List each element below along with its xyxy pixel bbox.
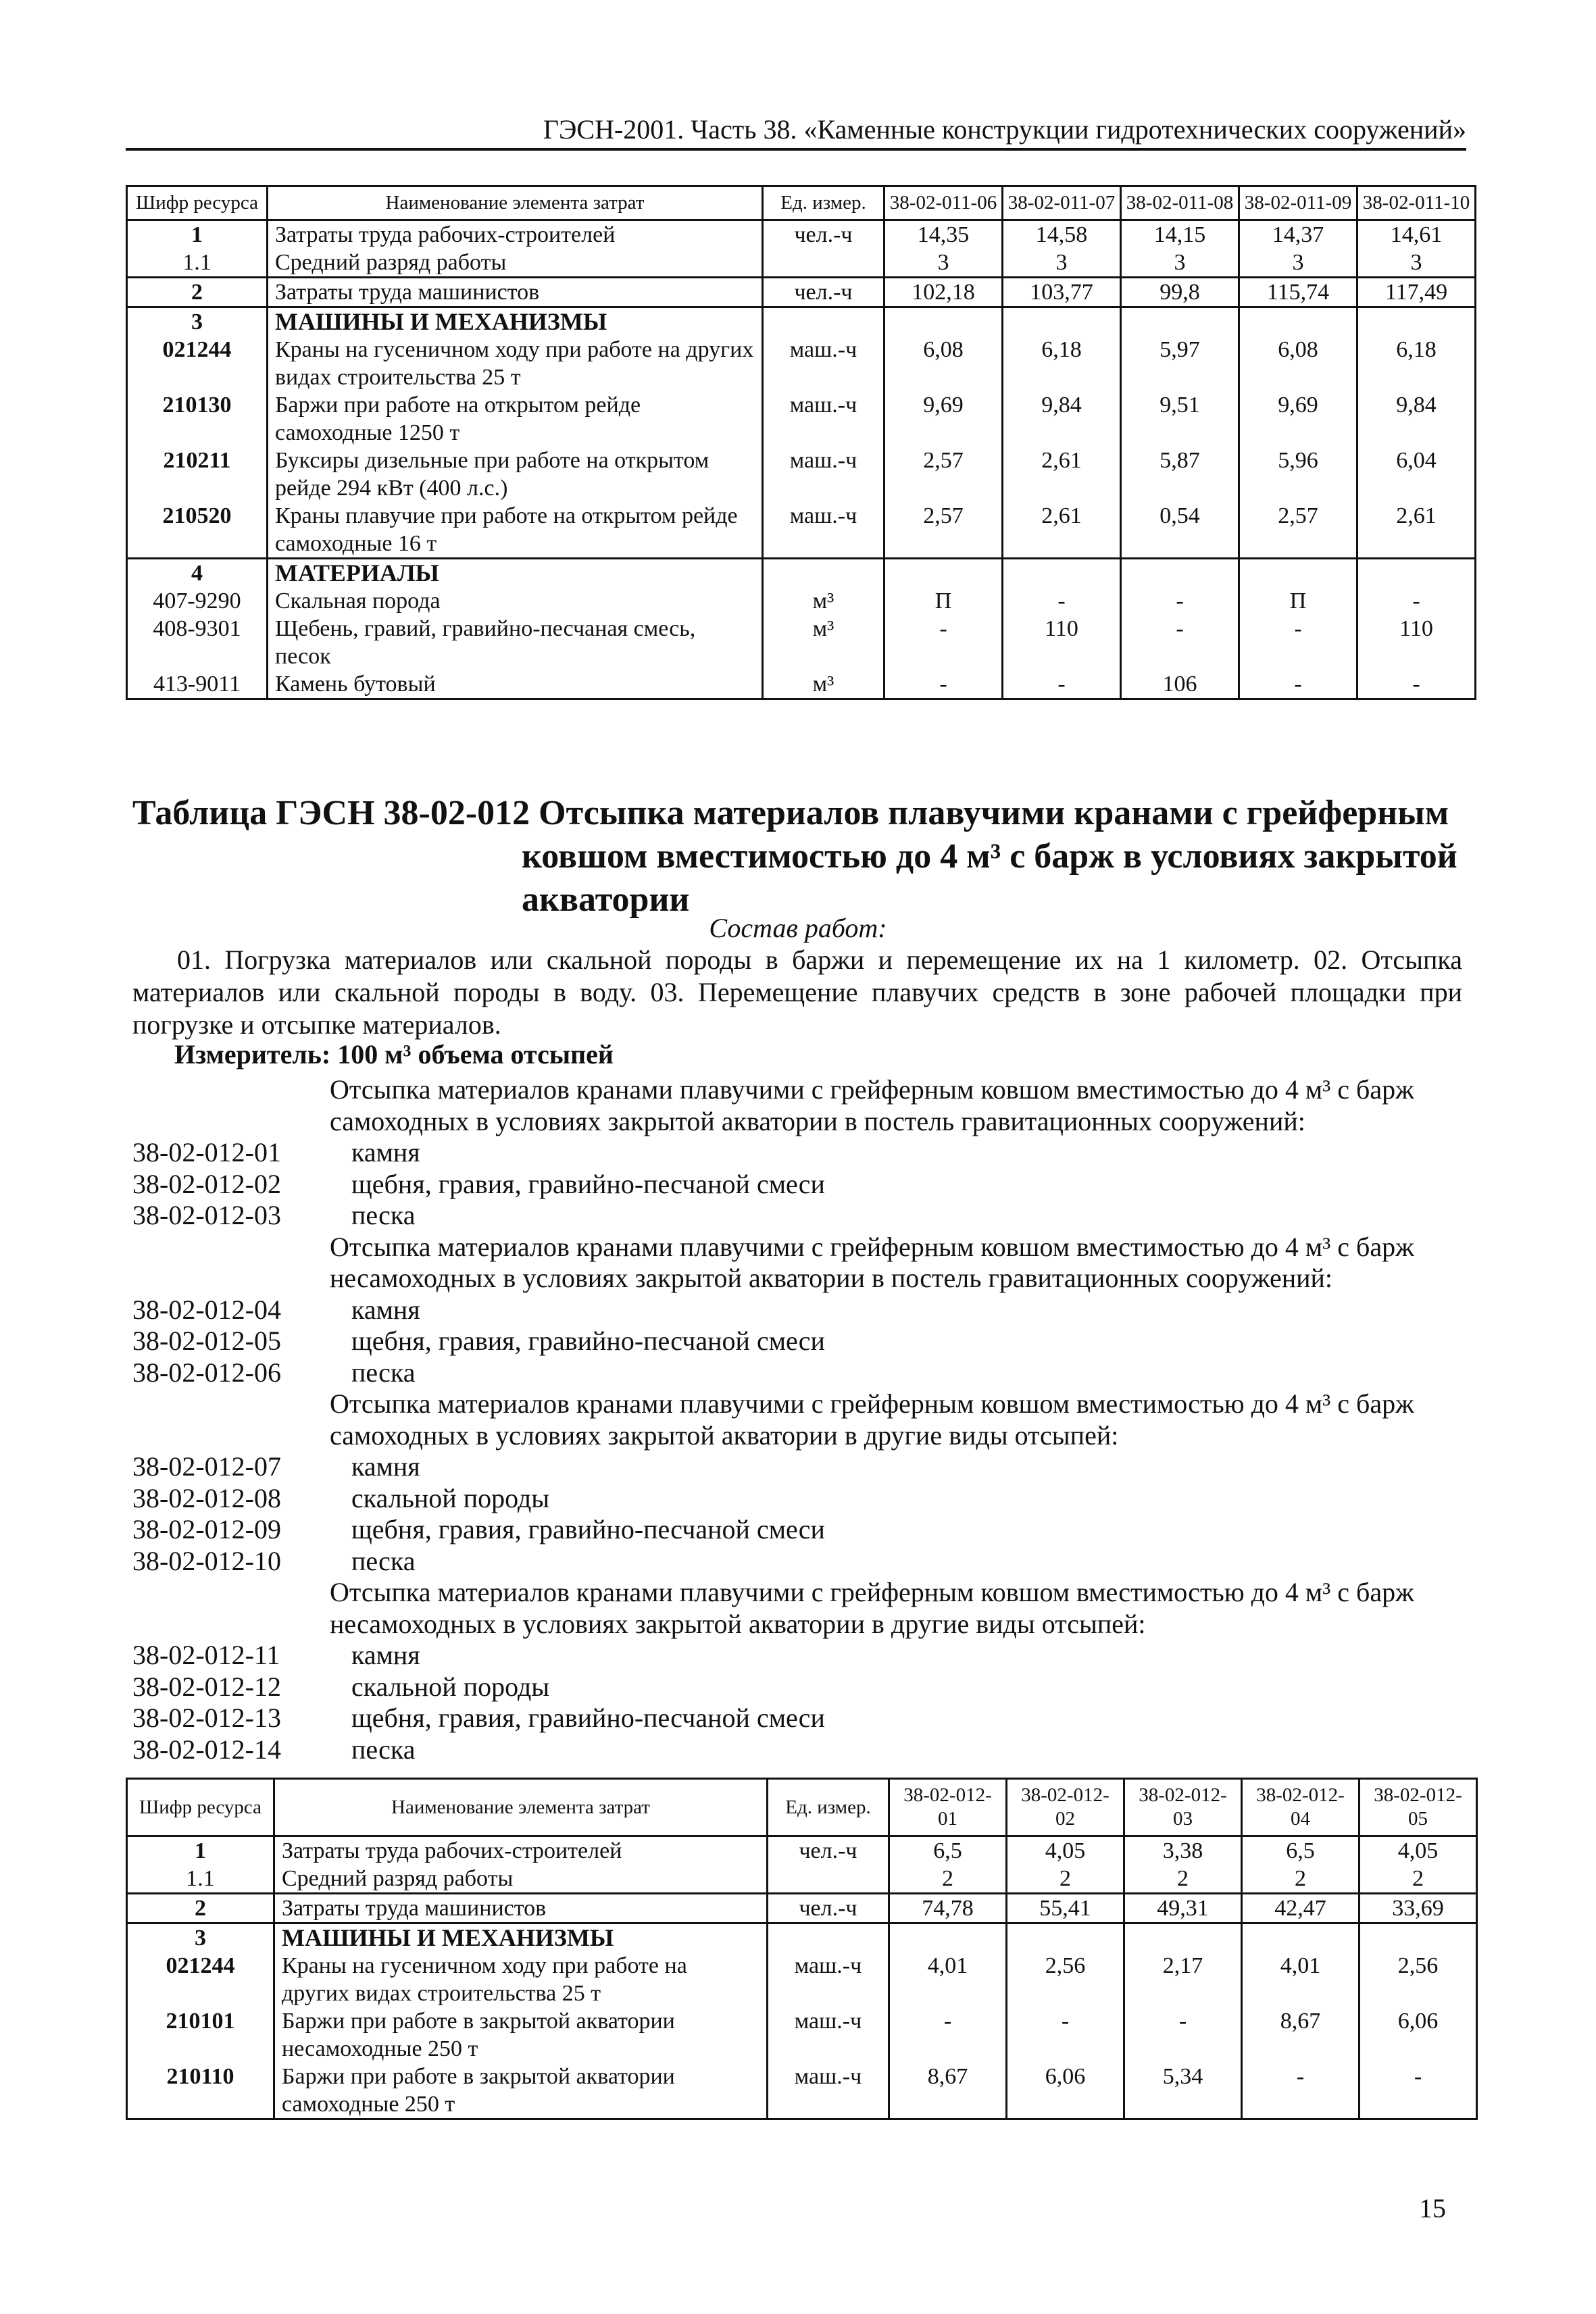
cell-value xyxy=(884,307,1003,336)
col-header-norm: 38-02-011-08 xyxy=(1121,186,1239,220)
cell-code: 021244 xyxy=(127,336,268,391)
cell-unit: м³ xyxy=(763,587,884,615)
cell-code: 1.1 xyxy=(127,1865,274,1894)
cell-name: Баржи при работе на открытом рейде самоходные 1250 т xyxy=(268,391,763,447)
resource-table-1 xyxy=(126,185,1476,700)
norm-item xyxy=(132,1357,1473,1389)
cell-value: - xyxy=(1357,670,1476,699)
cell-value: 2 xyxy=(1007,1865,1124,1894)
cell-value: 6,06 xyxy=(1360,2007,1477,2063)
cell-value: 4,05 xyxy=(1007,1836,1124,1865)
running-header: ГЭСН-2001. Часть 38. «Каменные конструкции гидротехнических сооружений» xyxy=(543,114,1466,145)
cell-value: 9,69 xyxy=(1239,391,1357,447)
norm-code: 38-02-012-14 xyxy=(132,1734,281,1765)
cell-value: 106 xyxy=(1121,670,1239,699)
header-rule xyxy=(126,148,1466,151)
cell-value: 14,37 xyxy=(1239,220,1357,249)
cell-value: 3 xyxy=(884,249,1003,278)
cell-name: Затраты труда рабочих-строителей xyxy=(268,220,763,249)
cell-value: 115,74 xyxy=(1239,278,1357,307)
cell-value: 2 xyxy=(1124,1865,1242,1894)
table-row xyxy=(127,391,1476,447)
col-header-unit: Ед. измер. xyxy=(763,186,884,220)
cell-name: Средний разряд работы xyxy=(274,1865,768,1894)
cell-value: - xyxy=(1360,2063,1477,2119)
cell-value: - xyxy=(884,670,1003,699)
norm-name: песка xyxy=(351,1734,416,1765)
norm-item xyxy=(132,1451,1473,1483)
table-row xyxy=(127,670,1476,699)
table-row xyxy=(127,249,1476,278)
cell-name: Затраты труда машинистов xyxy=(268,278,763,307)
norm-code: 38-02-012-06 xyxy=(132,1357,281,1388)
cell-value: 99,8 xyxy=(1121,278,1239,307)
cell-value: - xyxy=(1357,587,1476,615)
cell-value: - xyxy=(884,615,1003,670)
cell-value xyxy=(1121,307,1239,336)
cell-name: Краны на гусеничном ходу при работе на других видах строительства 25 т xyxy=(268,336,763,391)
cell-value: - xyxy=(1007,2007,1124,2063)
cell-unit xyxy=(763,559,884,588)
norm-item xyxy=(132,1483,1473,1515)
cell-value: 4,01 xyxy=(1242,1952,1360,2007)
norm-group-description: Отсыпка материалов кранами плавучими с грейферным ковшом вместимостью до 4 м³ с барж самоходных в условиях закрытой акватории в постель гравитационных сооружений: xyxy=(330,1074,1414,1136)
cell-value xyxy=(1003,307,1121,336)
cell-value: 6,08 xyxy=(1239,336,1357,391)
cell-code: 021244 xyxy=(127,1952,274,2007)
cell-value: П xyxy=(884,587,1003,615)
cell-value: 33,69 xyxy=(1360,1894,1477,1923)
table-row xyxy=(127,2007,1477,2063)
cell-code: 3 xyxy=(127,307,268,336)
norm-name: камня xyxy=(351,1640,420,1670)
cell-value: 5,96 xyxy=(1239,447,1357,502)
cell-value: 8,67 xyxy=(889,2063,1007,2119)
cell-value: - xyxy=(1003,587,1121,615)
cell-value: - xyxy=(1121,615,1239,670)
norm-name: щебня, гравия, гравийно-песчаной смеси xyxy=(351,1326,825,1356)
cell-value: 14,61 xyxy=(1357,220,1476,249)
cell-code: 210211 xyxy=(127,447,268,502)
cell-value: П xyxy=(1239,587,1357,615)
cell-code: 210101 xyxy=(127,2007,274,2063)
table-row xyxy=(127,559,1476,588)
cell-value: - xyxy=(1124,2007,1242,2063)
cell-unit: чел.-ч xyxy=(763,278,884,307)
norm-item xyxy=(132,1734,1473,1766)
cell-name: Баржи при работе в закрытой акватории несамоходные 250 т xyxy=(274,2007,768,2063)
norm-code: 38-02-012-05 xyxy=(132,1326,281,1356)
cell-value: - xyxy=(1242,2063,1360,2119)
cell-value: 42,47 xyxy=(1242,1894,1360,1923)
cell-unit: м³ xyxy=(763,670,884,699)
col-header-code: Шифр ресурса xyxy=(127,186,268,220)
table-title-line-1: Таблица ГЭСН 38-02-012 Отсыпка материалов плавучими кранами с грейферным xyxy=(132,794,1449,832)
cell-name: Камень бутовый xyxy=(268,670,763,699)
cell-unit: чел.-ч xyxy=(768,1894,889,1923)
norm-code: 38-02-012-10 xyxy=(132,1545,281,1576)
norm-name: скальной породы xyxy=(351,1482,550,1513)
cell-name: Краны на гусеничном ходу при работе на других видах строительства 25 т xyxy=(274,1952,768,2007)
cell-value xyxy=(1360,1923,1477,1953)
cell-code: 1.1 xyxy=(127,249,268,278)
norm-name: песка xyxy=(351,1200,416,1230)
cell-value: 6,5 xyxy=(1242,1836,1360,1865)
norm-item xyxy=(132,1703,1473,1734)
cell-value: 117,49 xyxy=(1357,278,1476,307)
col-header-norm: 38-02-011-09 xyxy=(1239,186,1357,220)
cell-name: Средний разряд работы xyxy=(268,249,763,278)
cell-name: Баржи при работе в закрытой акватории самоходные 250 т xyxy=(274,2063,768,2119)
cell-code: 2 xyxy=(127,1894,274,1923)
cell-value: 14,35 xyxy=(884,220,1003,249)
cell-unit xyxy=(768,1923,889,1953)
cell-value: 6,06 xyxy=(1007,2063,1124,2119)
composition-heading: Состав работ: xyxy=(709,913,887,943)
table-row xyxy=(127,1836,1477,1865)
cell-value: 2 xyxy=(889,1865,1007,1894)
cell-unit: маш.-ч xyxy=(763,447,884,502)
table-title xyxy=(132,792,1470,922)
cell-unit: маш.-ч xyxy=(768,1952,889,2007)
norm-item xyxy=(132,1671,1473,1703)
table-title-line-2: ковшом вместимостью до 4 м³ с барж в условиях закрытой акватории xyxy=(522,837,1457,919)
cell-value: 3,38 xyxy=(1124,1836,1242,1865)
norm-item xyxy=(132,1326,1473,1357)
cell-value: 6,18 xyxy=(1357,336,1476,391)
norm-item xyxy=(132,1640,1473,1671)
table-row xyxy=(127,1923,1477,1953)
norm-name: щебня, гравия, гравийно-песчаной смеси xyxy=(351,1514,825,1544)
cell-value xyxy=(1003,559,1121,588)
norm-name: щебня, гравия, гравийно-песчаной смеси xyxy=(351,1168,825,1199)
cell-code: 3 xyxy=(127,1923,274,1953)
norm-code: 38-02-012-09 xyxy=(132,1514,281,1544)
col-header-norm: 38-02-011-07 xyxy=(1003,186,1121,220)
cell-value: 3 xyxy=(1357,249,1476,278)
cell-value: 4,05 xyxy=(1360,1836,1477,1865)
table-row xyxy=(127,336,1476,391)
col-header-norm: 38-02-012-02 xyxy=(1007,1779,1124,1836)
cell-value xyxy=(1357,307,1476,336)
cell-value: 103,77 xyxy=(1003,278,1121,307)
cell-value xyxy=(1242,1923,1360,1953)
cell-value: 2,61 xyxy=(1003,447,1121,502)
col-header-norm: 38-02-012-04 xyxy=(1242,1779,1360,1836)
cell-unit: маш.-ч xyxy=(768,2063,889,2119)
cell-value: - xyxy=(889,2007,1007,2063)
cell-name: Затраты труда рабочих-строителей xyxy=(274,1836,768,1865)
norm-item xyxy=(132,1169,1473,1201)
cell-value: 9,84 xyxy=(1003,391,1121,447)
col-header-name: Наименование элемента затрат xyxy=(274,1779,768,1836)
cell-unit: маш.-ч xyxy=(763,502,884,559)
cell-code: 2 xyxy=(127,278,268,307)
norm-group-description: Отсыпка материалов кранами плавучими с грейферным ковшом вместимостью до 4 м³ с барж несамоходных в условиях закрытой акватории в постель гравитационных сооружений: xyxy=(330,1231,1414,1293)
cell-value: - xyxy=(1003,670,1121,699)
cell-value: - xyxy=(1239,670,1357,699)
table-row xyxy=(127,447,1476,502)
cell-name: Щебень, гравий, гравийно-песчаная смесь, песок xyxy=(268,615,763,670)
table-header-row xyxy=(127,186,1476,220)
cell-unit: маш.-ч xyxy=(763,336,884,391)
cell-value: 6,5 xyxy=(889,1836,1007,1865)
cell-value xyxy=(1239,559,1357,588)
table-row xyxy=(127,220,1476,249)
cell-unit xyxy=(763,307,884,336)
norm-code: 38-02-012-01 xyxy=(132,1137,281,1167)
resource-table-2 xyxy=(126,1778,1478,2120)
table-row xyxy=(127,1865,1477,1894)
cell-value: 102,18 xyxy=(884,278,1003,307)
norm-name: скальной породы xyxy=(351,1671,550,1702)
cell-unit: маш.-ч xyxy=(768,2007,889,2063)
norm-name: камня xyxy=(351,1137,420,1167)
cell-value xyxy=(1357,559,1476,588)
table-row xyxy=(127,615,1476,670)
norm-item xyxy=(132,1137,1473,1169)
cell-value: 2,61 xyxy=(1357,502,1476,559)
cell-unit: чел.-ч xyxy=(763,220,884,249)
col-header-unit: Ед. измер. xyxy=(768,1779,889,1836)
table-header-row xyxy=(127,1779,1477,1836)
cell-code: 4 xyxy=(127,559,268,588)
table-row xyxy=(127,2063,1477,2119)
col-header-norm: 38-02-012-03 xyxy=(1124,1779,1242,1836)
cell-value xyxy=(1239,307,1357,336)
cell-value: 49,31 xyxy=(1124,1894,1242,1923)
cell-unit: чел.-ч xyxy=(768,1836,889,1865)
cell-code: 407-9290 xyxy=(127,587,268,615)
cell-name: Буксиры дизельные при работе на открытом рейде 294 кВт (400 л.с.) xyxy=(268,447,763,502)
cell-value: 3 xyxy=(1003,249,1121,278)
page-number: 15 xyxy=(1419,2193,1446,2223)
cell-value xyxy=(1121,559,1239,588)
norm-code: 38-02-012-08 xyxy=(132,1482,281,1513)
cell-value: 55,41 xyxy=(1007,1894,1124,1923)
cell-unit: м³ xyxy=(763,615,884,670)
cell-code: 210110 xyxy=(127,2063,274,2119)
cell-value: 2,56 xyxy=(1007,1952,1124,2007)
norm-code: 38-02-012-07 xyxy=(132,1451,281,1482)
col-header-norm: 38-02-012-01 xyxy=(889,1779,1007,1836)
cell-value: 14,58 xyxy=(1003,220,1121,249)
cell-value: 8,67 xyxy=(1242,2007,1360,2063)
norm-group-description: Отсыпка материалов кранами плавучими с грейферным ковшом вместимостью до 4 м³ с барж самоходных в условиях закрытой акватории в другие виды отсыпей: xyxy=(330,1388,1414,1451)
cell-name: МАШИНЫ И МЕХАНИЗМЫ xyxy=(274,1923,768,1953)
norm-code: 38-02-012-03 xyxy=(132,1200,281,1230)
cell-value: 5,87 xyxy=(1121,447,1239,502)
table-row xyxy=(127,502,1476,559)
cell-value: - xyxy=(1121,587,1239,615)
cell-name: Скальная порода xyxy=(268,587,763,615)
cell-name: МАШИНЫ И МЕХАНИЗМЫ xyxy=(268,307,763,336)
measurement-unit: Измеритель: 100 м³ объема отсыпей xyxy=(174,1039,614,1070)
cell-value: 2,57 xyxy=(1239,502,1357,559)
cell-value: 0,54 xyxy=(1121,502,1239,559)
norm-code: 38-02-012-12 xyxy=(132,1671,281,1702)
norm-item xyxy=(132,1200,1473,1232)
cell-value: 2,56 xyxy=(1360,1952,1477,2007)
cell-value: 6,18 xyxy=(1003,336,1121,391)
col-header-name: Наименование элемента затрат xyxy=(268,186,763,220)
cell-value: 2 xyxy=(1360,1865,1477,1894)
cell-code: 1 xyxy=(127,1836,274,1865)
cell-name: Затраты труда машинистов xyxy=(274,1894,768,1923)
cell-value: 110 xyxy=(1003,615,1121,670)
cell-value: 2,57 xyxy=(884,502,1003,559)
norm-code: 38-02-012-13 xyxy=(132,1703,281,1733)
cell-value xyxy=(889,1923,1007,1953)
col-header-norm: 38-02-011-10 xyxy=(1357,186,1476,220)
cell-value: 110 xyxy=(1357,615,1476,670)
cell-value: 6,04 xyxy=(1357,447,1476,502)
norm-group-description: Отсыпка материалов кранами плавучими с грейферным ковшом вместимостью до 4 м³ с барж несамоходных в условиях закрытой акватории в другие виды отсыпей: xyxy=(330,1577,1414,1639)
cell-value xyxy=(1007,1923,1124,1953)
norm-code: 38-02-012-04 xyxy=(132,1294,281,1325)
norm-name: щебня, гравия, гравийно-песчаной смеси xyxy=(351,1703,825,1733)
cell-value: 3 xyxy=(1121,249,1239,278)
norm-code: 38-02-012-11 xyxy=(132,1640,280,1670)
table-row xyxy=(127,278,1476,307)
cell-value xyxy=(884,559,1003,588)
cell-value: 4,01 xyxy=(889,1952,1007,2007)
cell-code: 408-9301 xyxy=(127,615,268,670)
cell-value xyxy=(1124,1923,1242,1953)
cell-value: 14,15 xyxy=(1121,220,1239,249)
norm-item xyxy=(132,1514,1473,1546)
cell-unit xyxy=(763,249,884,278)
col-header-code: Шифр ресурса xyxy=(127,1779,274,1836)
norm-name: камня xyxy=(351,1294,420,1325)
cell-code: 413-9011 xyxy=(127,670,268,699)
table-row xyxy=(127,1952,1477,2007)
cell-value: 5,34 xyxy=(1124,2063,1242,2119)
cell-name: МАТЕРИАЛЫ xyxy=(268,559,763,588)
cell-value: 74,78 xyxy=(889,1894,1007,1923)
composition-text: 01. Погрузка материалов или скальной породы в баржи и перемещение их на 1 километр. 02. Отсыпка материалов или скальной породы в воду. 03. Перемещение плавучих средств в зоне рабочей площадки при погрузке и отсыпке материалов. xyxy=(132,945,1462,1040)
norm-name: песка xyxy=(351,1357,416,1388)
cell-value: 2,17 xyxy=(1124,1952,1242,2007)
cell-code: 1 xyxy=(127,220,268,249)
norm-name: камня xyxy=(351,1451,420,1482)
norm-item xyxy=(132,1546,1473,1578)
cell-code: 210130 xyxy=(127,391,268,447)
cell-value: 9,84 xyxy=(1357,391,1476,447)
cell-value: 2 xyxy=(1242,1865,1360,1894)
cell-value: 9,51 xyxy=(1121,391,1239,447)
cell-unit: маш.-ч xyxy=(763,391,884,447)
table-row xyxy=(127,587,1476,615)
cell-value: 3 xyxy=(1239,249,1357,278)
cell-value: 2,57 xyxy=(884,447,1003,502)
table-row xyxy=(127,307,1476,336)
norm-name: песка xyxy=(351,1545,416,1576)
cell-value: 9,69 xyxy=(884,391,1003,447)
norms-list xyxy=(132,1074,1473,1765)
norm-item xyxy=(132,1294,1473,1326)
norm-code: 38-02-012-02 xyxy=(132,1168,281,1199)
table-row xyxy=(127,1894,1477,1923)
col-header-norm: 38-02-011-06 xyxy=(884,186,1003,220)
cell-value: 5,97 xyxy=(1121,336,1239,391)
cell-code: 210520 xyxy=(127,502,268,559)
cell-value: 2,61 xyxy=(1003,502,1121,559)
cell-name: Краны плавучие при работе на открытом рейде самоходные 16 т xyxy=(268,502,763,559)
cell-value: - xyxy=(1239,615,1357,670)
col-header-norm: 38-02-012-05 xyxy=(1360,1779,1477,1836)
cell-value: 6,08 xyxy=(884,336,1003,391)
cell-unit xyxy=(768,1865,889,1894)
